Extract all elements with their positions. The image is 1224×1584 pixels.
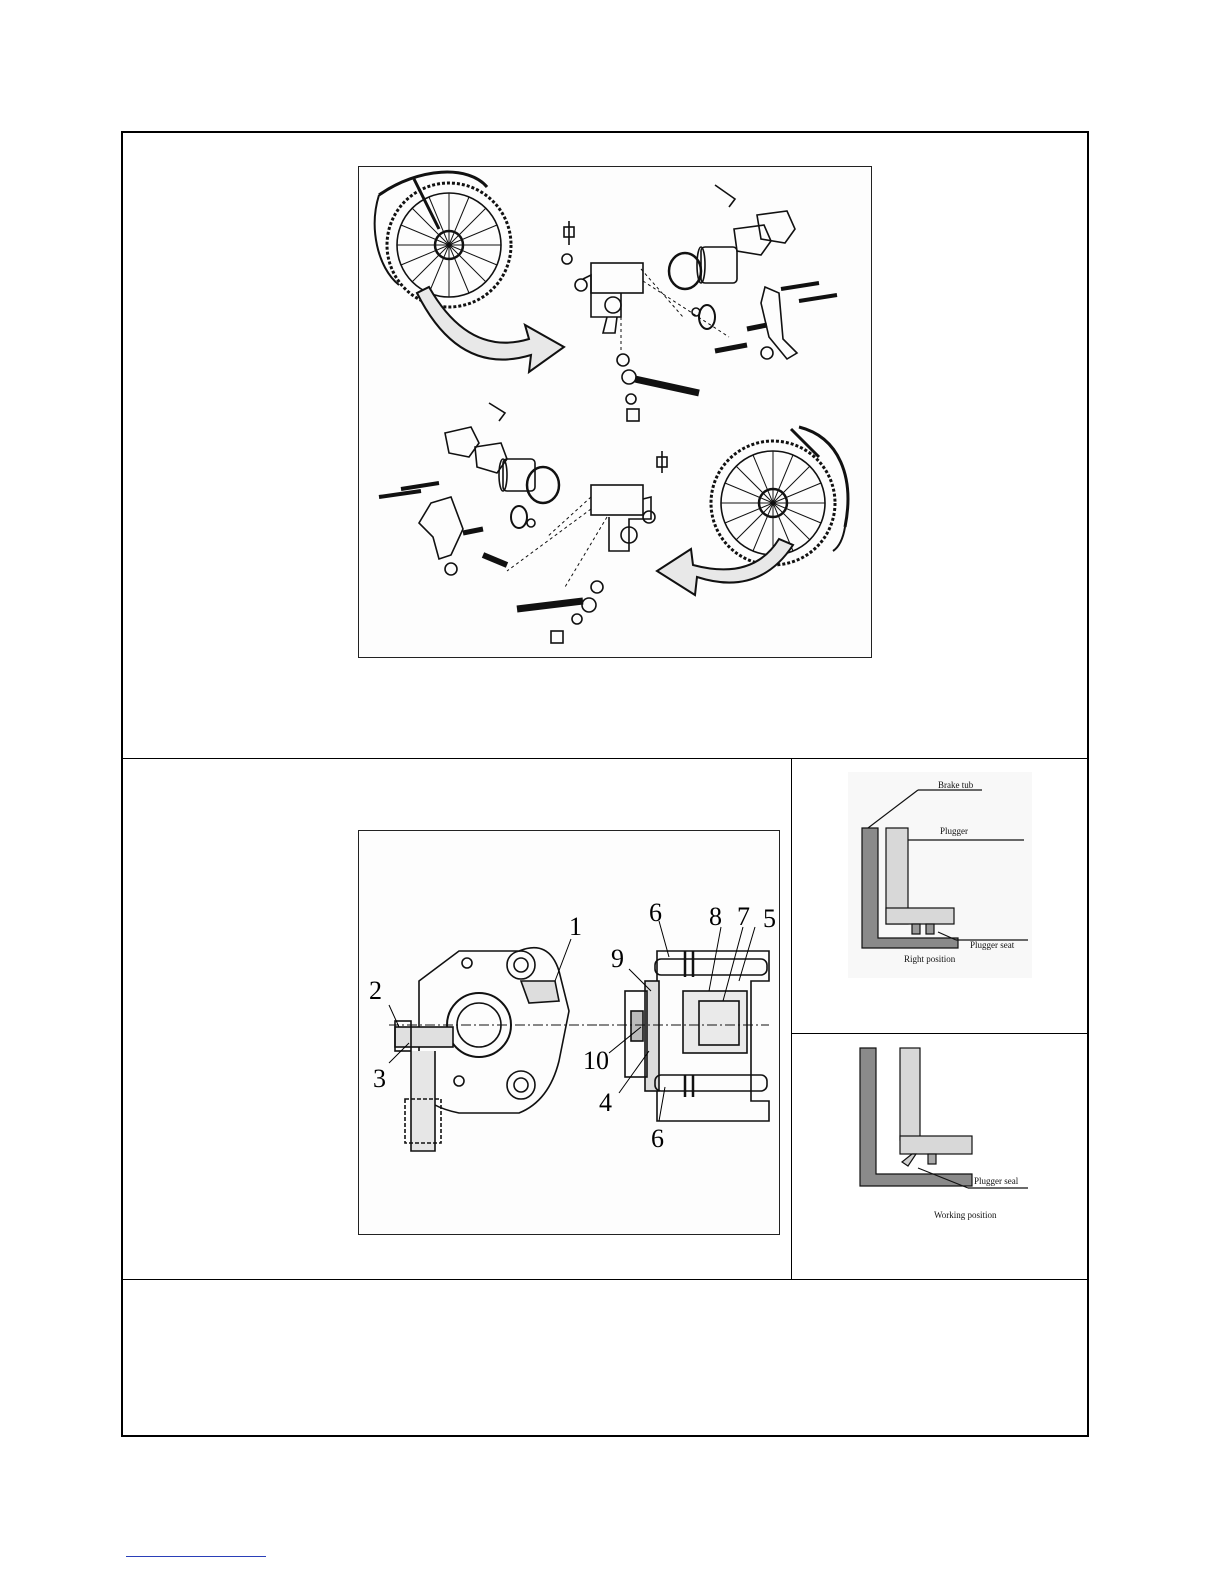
label-plugger-seal: Plugger seal	[974, 1176, 1019, 1186]
callout-2: 2	[369, 976, 382, 1005]
front-wheel-icon	[375, 172, 511, 307]
callout-4: 4	[599, 1088, 612, 1117]
callout-5: 5	[763, 904, 776, 933]
callout-9: 9	[611, 944, 624, 973]
callout-6-bottom: 6	[651, 1124, 664, 1153]
divider-right	[792, 1033, 1088, 1034]
divider-row2	[122, 1279, 1088, 1280]
exploded-view-figure	[358, 166, 872, 658]
label-plugger-seat: Plugger seat	[970, 940, 1015, 950]
callout-7: 7	[737, 902, 750, 931]
callout-10: 10	[583, 1046, 609, 1075]
arrow-icon	[657, 539, 793, 595]
callout-6-top: 6	[649, 898, 662, 927]
divider-col	[791, 758, 792, 1279]
working-position-figure	[852, 1044, 1034, 1226]
brake-parts-icon	[379, 403, 603, 643]
right-position-figure	[848, 772, 1032, 978]
caliper-section-drawing	[359, 831, 778, 1233]
caliper-icon	[591, 451, 667, 551]
footer-link-underline	[126, 1556, 266, 1557]
exploded-view-drawing	[359, 167, 870, 656]
label-brake-tub: Brake tub	[938, 780, 974, 790]
caliper-section-figure	[358, 830, 780, 1235]
callout-1: 1	[569, 912, 582, 941]
caption-working-position: Working position	[934, 1210, 997, 1220]
label-plugger: Plugger	[940, 826, 968, 836]
divider-row1	[122, 758, 1088, 759]
callout-8: 8	[709, 902, 722, 931]
callout-3: 3	[373, 1064, 386, 1093]
caption-right-position: Right position	[904, 954, 956, 964]
arrow-icon	[417, 287, 564, 372]
caliper-icon	[562, 221, 643, 333]
brake-parts-icon	[617, 185, 837, 421]
